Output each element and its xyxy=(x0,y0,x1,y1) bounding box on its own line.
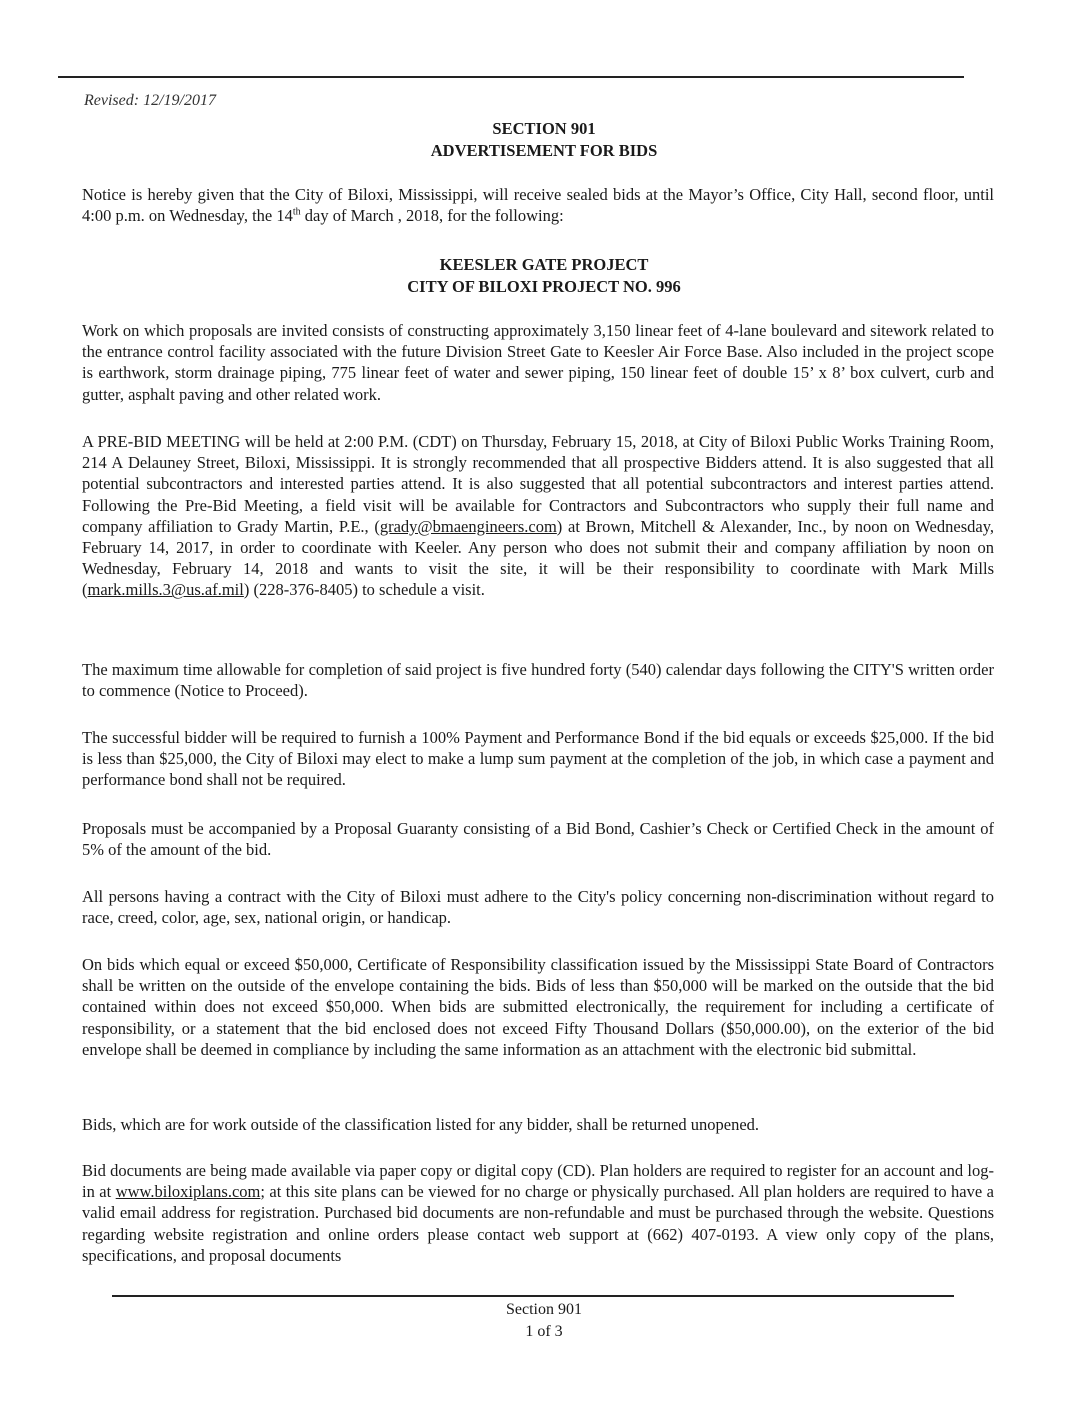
prebid-paragraph xyxy=(82,431,994,601)
bond-paragraph: The successful bidder will be required to furnish a 100% Payment and Performance Bond if the bid equals or exceeds $25,000. If the bid is less than $25,000, the City of Biloxi may elect to make a lump sum payment at the completion of the job, in which case a payment and performance bond shall not be required. xyxy=(82,728,994,790)
project-title: KEESLER GATE PROJECT xyxy=(439,255,649,274)
project-number: CITY OF BILOXI PROJECT NO. 996 xyxy=(407,277,681,296)
guaranty-paragraph: Proposals must be accompanied by a Proposal Guaranty consisting of a Bid Bond, Cashier’s Check or Certified Check in the amount of 5% of the amount of the bid. xyxy=(82,819,994,860)
time-paragraph: The maximum time allowable for completion of said project is five hundred forty (540) calendar days following the CITY'S written order to commence (Notice to Proceed). xyxy=(82,660,994,701)
prebid-text-2: ) at Brown, Mitchell & Alexander, Inc., by noon on Wednesday, February 14, 2017, in order to coordinate with Keeler. Any person who does not submit their and company affiliation by noon on Wednesday, February 14, 2018 and wants to visit the site, it will be their responsibility to coordinate with Mark Mills ( xyxy=(82,516,994,600)
revised-date: Revised: 12/19/2017 xyxy=(84,92,216,109)
footer-section: Section 901 xyxy=(506,1301,582,1318)
unopened-paragraph: Bids, which are for work outside of the classification listed for any bidder, shall be returned unopened. xyxy=(82,1115,760,1134)
footer-rule xyxy=(112,1295,954,1297)
notice-text-start: Notice is hereby given that the City of Biloxi, Mississippi, will receive sealed bids at the Mayor’s Office, City Hall, second floor, until 4:00 p.m. on Wednesday, the 14 xyxy=(82,185,994,226)
prebid-text-3: ) (228-376-8405) to schedule a visit. xyxy=(243,580,485,600)
documents-text-2: ; at this site plans can be viewed for no charge or physically purchased. All plan holders are required to have a valid email address for registration. Purchased bid documents are non-refundable and must be purchased through the website. Questions regarding website registration and online orders please contact web support at (662) 407-0193. A view only copy of the plans, specifications, and proposal documents xyxy=(82,1182,994,1265)
notice-text-end: day of March , 2018, for the following: xyxy=(300,206,564,226)
certificate-paragraph: On bids which equal or exceed $50,000, Certificate of Responsibility classification issued by the Mississippi State Board of Contractors shall be written on the outside of the envelope containing the bids. Bids of less than $50,000 will be marked on the outside that the bid contained within does not exceed $50,000. When bids are submitted electronically, the requirement for including a certificate of responsibility, or a statement that the bid enclosed does not exceed Fifty Thousand Dollars ($50,000.00), on the exterior of the bid envelope shall be deemed in compliance by including the same information as an attachment with the electronic bid submittal. xyxy=(82,955,994,1059)
section-heading xyxy=(0,118,1088,162)
top-rule xyxy=(58,76,964,78)
footer-page-number: 1 of 3 xyxy=(525,1323,563,1340)
section-subtitle: ADVERTISEMENT FOR BIDS xyxy=(430,141,658,160)
mark-mills-email-link[interactable]: mark.mills.3@us.af.mil xyxy=(87,580,244,600)
prebid-text-1: A PRE-BID MEETING will be held at 2:00 P.M. (CDT) on Thursday, February 15, 2018, at City of Biloxi Public Works Training Room, 214 A Delauney Street, Biloxi, Mississippi. It is strongly recommended that all prospective Bidders attend. It is also suggested that all potential subcontractors and interested parties attend. It is also suggested that all potential subcontractors and interest parties attend. Following the Pre-Bid Meeting, a field visit will be available for Contractors and Subcontractors who supply their full name and company affiliation to Grady Martin, P.E., ( xyxy=(82,432,994,536)
section-title: SECTION 901 xyxy=(492,119,596,138)
documents-paragraph xyxy=(82,1160,994,1266)
documents-text-1: Bid documents are being made available via paper copy or digital copy (CD). Plan holders are required to register for an account and log-in at xyxy=(82,1161,994,1202)
biloxiplans-website-link[interactable]: www.biloxiplans.com xyxy=(115,1182,261,1202)
nondiscrimination-paragraph: All persons having a contract with the City of Biloxi must adhere to the City's policy concerning non-discrimination without regard to race, creed, color, age, sex, national origin, or handicap. xyxy=(82,887,994,928)
grady-email-link[interactable]: grady@bmaengineers.com xyxy=(379,516,557,536)
project-heading xyxy=(0,254,1088,298)
notice-paragraph xyxy=(82,184,994,226)
notice-superscript: th xyxy=(292,206,301,218)
work-paragraph: Work on which proposals are invited consists of constructing approximately 3,150 linear feet of 4-lane boulevard and sitework related to the entrance control facility associated with the future Division Street Gate to Keesler Air Force Base. Also included in the project scope is earthwork, storm drainage piping, 775 linear feet of water and sewer piping, 150 linear feet of double 15’ x 8’ box culvert, curb and gutter, asphalt paving and other related work. xyxy=(82,321,994,404)
